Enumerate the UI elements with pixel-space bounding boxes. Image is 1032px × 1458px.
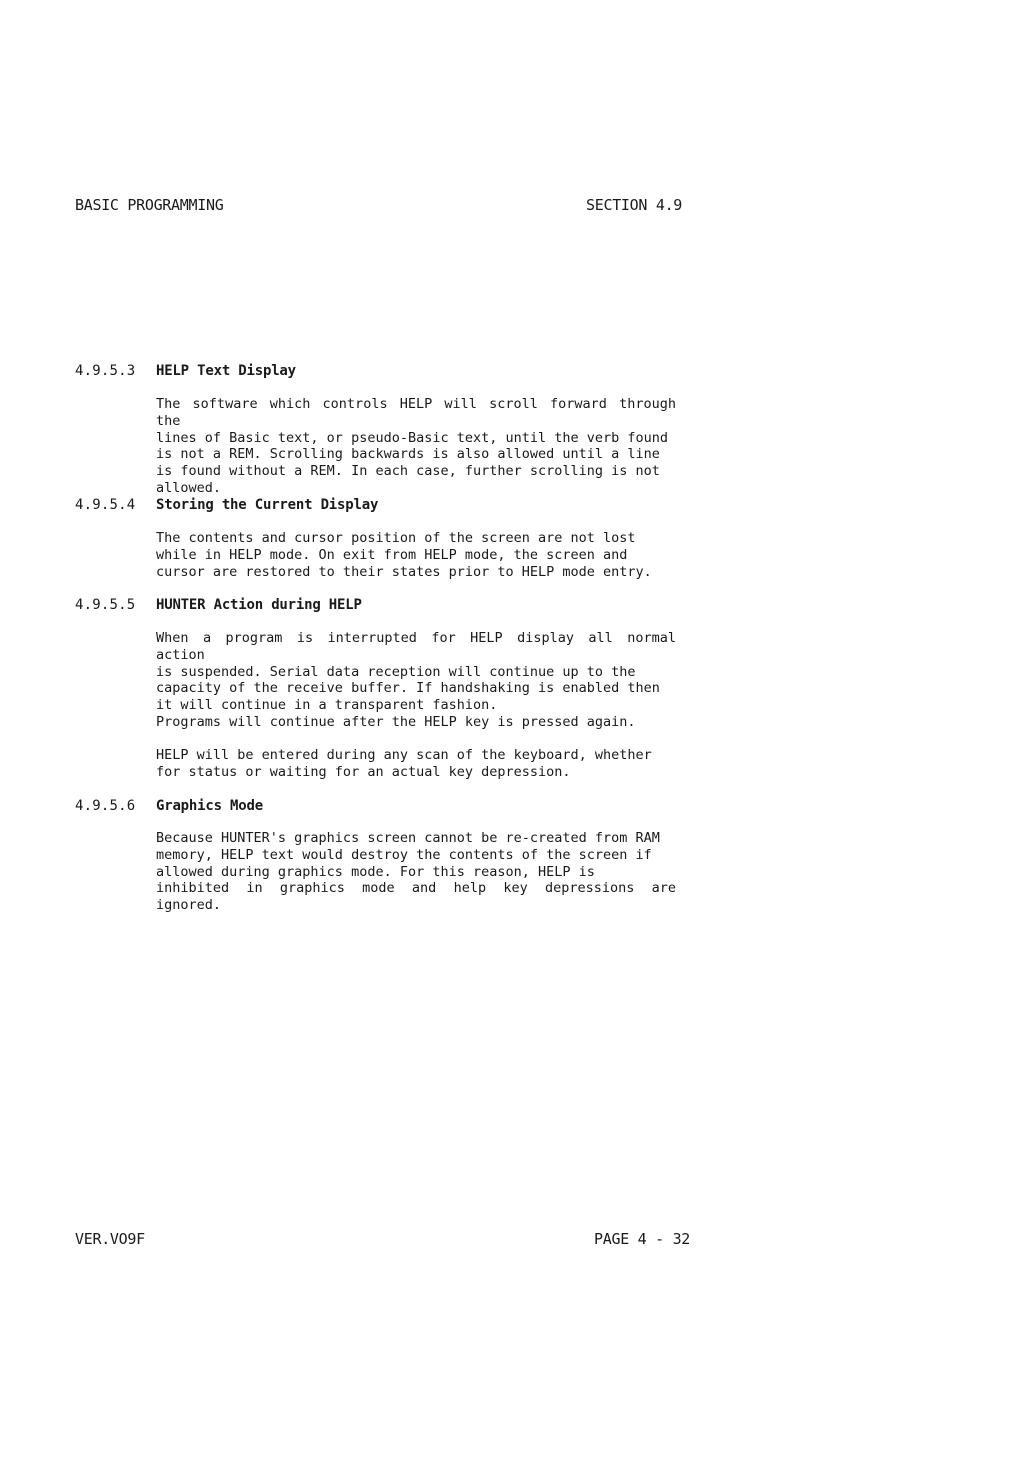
section-heading: HELP Text Display: [156, 363, 296, 379]
paragraph: When a program is interrupted for HELP display all normal action is suspended. Serial data reception will continue up to the capacity of the receive buffer. If handshaking is enabled then it will continue in a transparent fashion.: [156, 630, 676, 714]
page-number: PAGE 4 - 32: [594, 1230, 691, 1248]
section-heading: HUNTER Action during HELP: [156, 597, 362, 613]
paragraph: The contents and cursor position of the screen are not lost while in HELP mode. On exit from HELP mode, the screen and cursor are restored to their states prior to HELP mode entry.: [156, 530, 652, 580]
paragraph: The software which controls HELP will scroll forward through the lines of Basic text, or pseudo-Basic text, until the verb found is not a REM. Scrolling backwards is also allowed until a line is found without a REM. In each case, further scrolling is not allowed.: [156, 396, 676, 496]
section-number: 4.9.5.3: [75, 363, 136, 379]
section-number: 4.9.5.5: [75, 597, 136, 613]
paragraph: Because HUNTER's graphics screen cannot be re-created from RAM memory, HELP text would destroy the contents of the screen if allowed during graphics mode. For this reason, HELP is inhibited in graphics mode and help key depressions are ignored.: [156, 830, 676, 914]
paragraph: Programs will continue after the HELP key is pressed again.: [156, 714, 636, 730]
section-heading: Graphics Mode: [156, 798, 263, 814]
running-header-title: BASIC PROGRAMMING: [75, 196, 224, 214]
section-heading: Storing the Current Display: [156, 497, 379, 513]
paragraph: HELP will be entered during any scan of the keyboard, whether for status or waiting for an actual key depression.: [156, 747, 652, 780]
section-number: 4.9.5.4: [75, 497, 136, 513]
version-label: VER.VO9F: [75, 1230, 145, 1248]
section-number: 4.9.5.6: [75, 798, 136, 814]
running-header-section: SECTION 4.9: [586, 196, 683, 214]
